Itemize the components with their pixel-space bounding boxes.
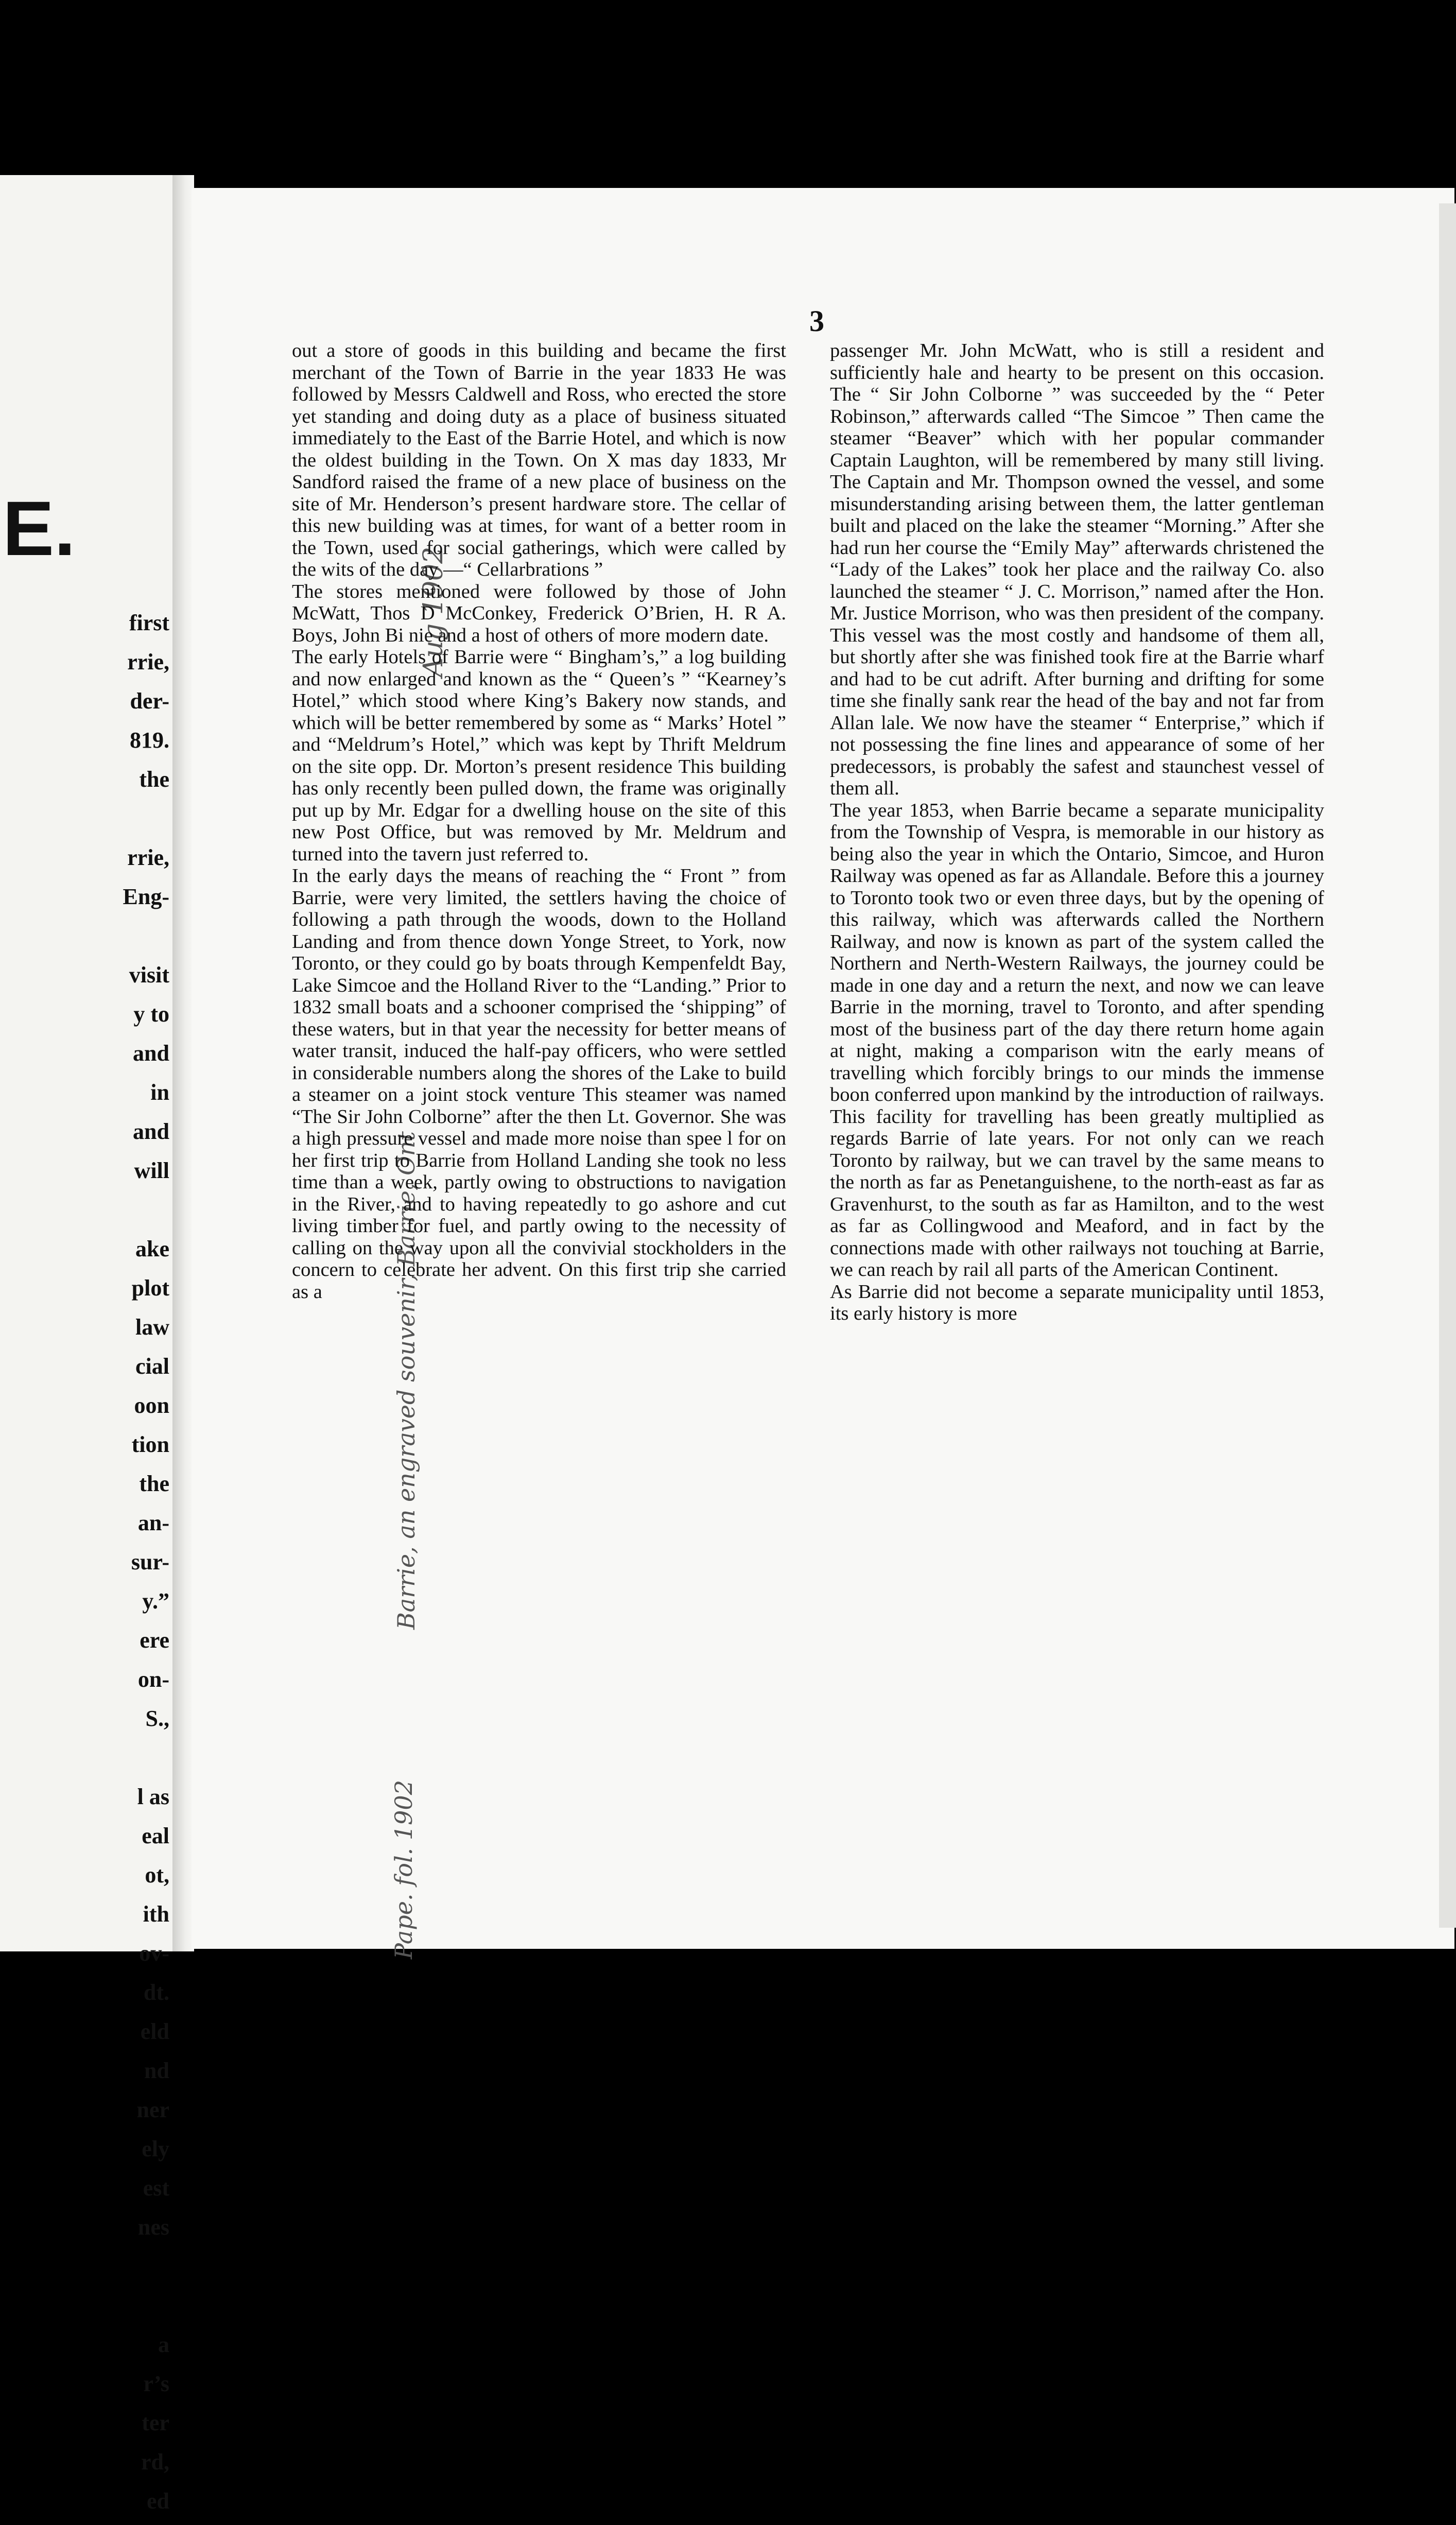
left-page-fragment: ere [140,1628,169,1653]
left-page-fragment [0,1195,172,1234]
left-page-fragment: y to [133,1001,169,1027]
left-page-fragment [0,1742,172,1782]
left-page-fragment: ot, [145,1862,169,1888]
left-page-fragment: ake [135,1236,169,1261]
left-page-fragment [0,2251,172,2290]
left-page-fragment: eal [142,1823,169,1848]
left-page-fragment: ner [136,2097,169,2122]
left-page-fragment: ith [143,1901,169,1927]
left-page-fragment: in [150,1080,169,1105]
left-page-fragment: first [129,610,169,635]
left-page-fragment: and [133,1119,169,1144]
left-page-fragment: S., [145,1706,169,1731]
book-gutter [172,175,194,1951]
left-page [0,175,172,2514]
left-page-fragment: a [158,2332,169,2357]
handwritten-reference-note: Pape. fol. 1902 [390,1780,418,1959]
left-page-fragment: der- [130,688,169,714]
left-page-fragment: nd [144,2058,169,2083]
left-page-fragment: cial [135,1354,169,1379]
left-page-fragment: y.” [142,1588,169,1614]
paragraph: out a store of goods in this building and became the first merchant of the Town of Barrie in the year 1833 He was followed by Messrs Caldwell and Ross, who erected the store yet standing and doing duty as a place of business situated immediately to the East of the Barrie Hotel, and which is now the oldest building in the Town. On X mas day 1833, Mr Sandford raised the frame of a new place of business on the site of Mr. Henderson’s present hardware store. The cellar of this new building was at times, for want of a better room in the Town, used for social gatherings, which were called by the wits of the day —“ Cellarbrations ” [292,340,786,580]
left-page-fragment: law [135,1315,169,1340]
left-page-fragment: ely [142,2136,169,2161]
left-page-fragment: plot [131,1275,169,1301]
left-page-fragment: will [134,1158,169,1183]
left-page-fragment: the [139,1471,169,1496]
page-number: 3 [809,304,824,338]
left-page-fragment: nes [137,2215,169,2240]
left-page-fragment: eld [140,2019,169,2044]
text-column-right [830,340,1324,1325]
left-page-fragment: Eng- [123,884,169,909]
right-page [192,188,1454,1959]
left-page-fragment: on- [137,1667,169,1692]
left-page-fragment: tion [131,1432,169,1457]
left-page-fragment [0,921,172,960]
handwritten-source-note: Barrie, an engraved souvenir, Barrie, Ont [392,1131,420,1630]
page-edge [1439,203,1456,1928]
left-page-fragment: the [139,767,169,792]
left-page-fragment: r’s [143,2371,169,2396]
left-page-fragment: oon [134,1393,169,1418]
left-page-fragment: 819. [130,728,169,753]
left-page-fragment: ov- [139,1941,169,1966]
paragraph: The early Hotels of Barrie were “ Bingham’s,” a log building and now enlarged and known as the “ Queen’s ” “Kearney’s Hotel,” which stood where King’s Bakery now stands, and which will be better remembered by some as “ Marks’ Hotel ” and “Meldrum’s Hotel,” which was kept by Thrift Meldrum on the site opp. Dr. Morton’s present residence This building has only recently been pulled down, the frame was originally put up by Mr. Edgar for a dwelling house on the site of this new Post Office, but was removed by Mr. Meldrum and turned into the tavern just referred to. [292,646,786,865]
left-page-fragment: rd, [141,2449,169,2475]
text-column-left [292,340,786,1303]
left-page-fragment: sur- [131,1549,169,1575]
left-page-fragments [0,608,172,2525]
left-page-fragment: rrie, [127,845,169,870]
left-page-fragment: est [143,2175,169,2201]
left-page-fragment: rrie, [127,649,169,675]
left-page-fragment: visit [129,962,169,988]
left-page-fragment: l as [137,1784,169,1809]
left-page-fragment: ed [147,2488,169,2514]
left-page-fragment: an- [137,1510,169,1535]
paragraph: The stores mentioned were followed by those of John McWatt, Thos D McConkey, Frederick O’Brien, H. R A. Boys, John Bi nie and a host of others of more modern date. [292,580,786,646]
left-page-fragment: ter [142,2410,169,2435]
paragraph: The year 1853, when Barrie became a separate municipality from the Township of Vespra, is memorable in our history as being also the year in which the Ontario, Simcoe, and Huron Railway was opened as far as Allandale. Before this a journey to Toronto took two or even three days, but by the opening of this railway, which was afterwards called the Northern Railway, and now is known as part of the system called the Northern and Nerth-Western Railways, the journey could be made in one day and a return the next, and now we can leave Barrie in the morning, travel to Toronto, and after spending most of the business part of the day there return home again at night, making a comparison witn the early means of travelling which forcibly brings to our minds the immense boon conferred upon mankind by the introduction of railways. This facility for travelling has been greatly multiplied as regards Barrie of late years. For not only can we reach Toronto by railway, but we can travel by the same means to the north as far as Penetanguishene, to the north-east as far as Gravenhurst, to the south as far as Hamilton, and to the west as far as Collingwood and Meaford, and in fact by the connections made with other railways not touching at Barrie, we can reach by rail all parts of the American Continent. [830,799,1324,1281]
paragraph: passenger Mr. John McWatt, who is still a resident and sufficiently hale and hearty to be present on this occasion. The “ Sir John Colborne ” was succeeded by the “ Peter Robinson,” afterwards called “The Simcoe ” Then came the steamer “Beaver” which with her popular commander Captain Laughton, will be remembered by many still living. The Captain and Mr. Thompson owned the vessel, and some misunderstanding arising between them, the latter gentleman built and placed on the lake the steamer “Morning.” After she had run her course the “Emily May” afterwards christened the “Lady of the Lakes” took her place and the railway Co. also launched the steamer “ J. C. Morrison,” named after the Hon. Mr. Justice Morrison, who was then president of the company. This vessel was the most costly and handsome of them all, but shortly after she was finished took fire at the Barrie wharf and had to be cut adrift. After burning and drifting for some time she finally sank rear the head of the bay and not far from Allan lale. We now have the steamer “ Enterprise,” which if not possessing the fine lines and appearance of some of her predecessors, is probably the safest and staunchest vessel of them all. [830,340,1324,799]
paragraph: In the early days the means of reaching the “ Front ” from Barrie, were very limited, the settlers having the choice of following a path through the woods, down to the Holland Landing and from thence down Yonge Street, to York, now Toronto, or they could go by boats through Kempenfeldt Bay, Lake Simcoe and the Holland River to the “Landing.” Prior to 1832 small boats and a schooner comprised the ‘shipping” of these waters, but in that year the necessity for better means of water transit, induced the half-pay officers, who were settled in considerable numbers along the shores of the Lake to build a steamer on a joint stock venture This steamer was named “The Sir John Colborne” after the then Lt. Governor. She was a high pressure vessel and made more noise than spee l for on her first trip to Barrie from Holland Landing she took no less time than a week, partly owing to obstructions to navigation in the River, and to having repeatedly to go ashore and cut living timber for fuel, and partly owing to the necessity of calling on the way upon all the convivial stockholders in the concern to celebrate her advent. On this first trip she carried as a [292,865,786,1303]
left-page-fragment [0,2290,172,2329]
left-page-fragment [0,803,172,842]
left-page-fragment: dt. [143,1980,169,2005]
heading-fragment: E. [3,485,76,572]
handwritten-date: Aug 1902 [418,546,449,677]
paragraph: As Barrie did not become a separate municipality until 1853, its early history is more [830,1281,1324,1324]
left-page-fragment: and [133,1041,169,1066]
